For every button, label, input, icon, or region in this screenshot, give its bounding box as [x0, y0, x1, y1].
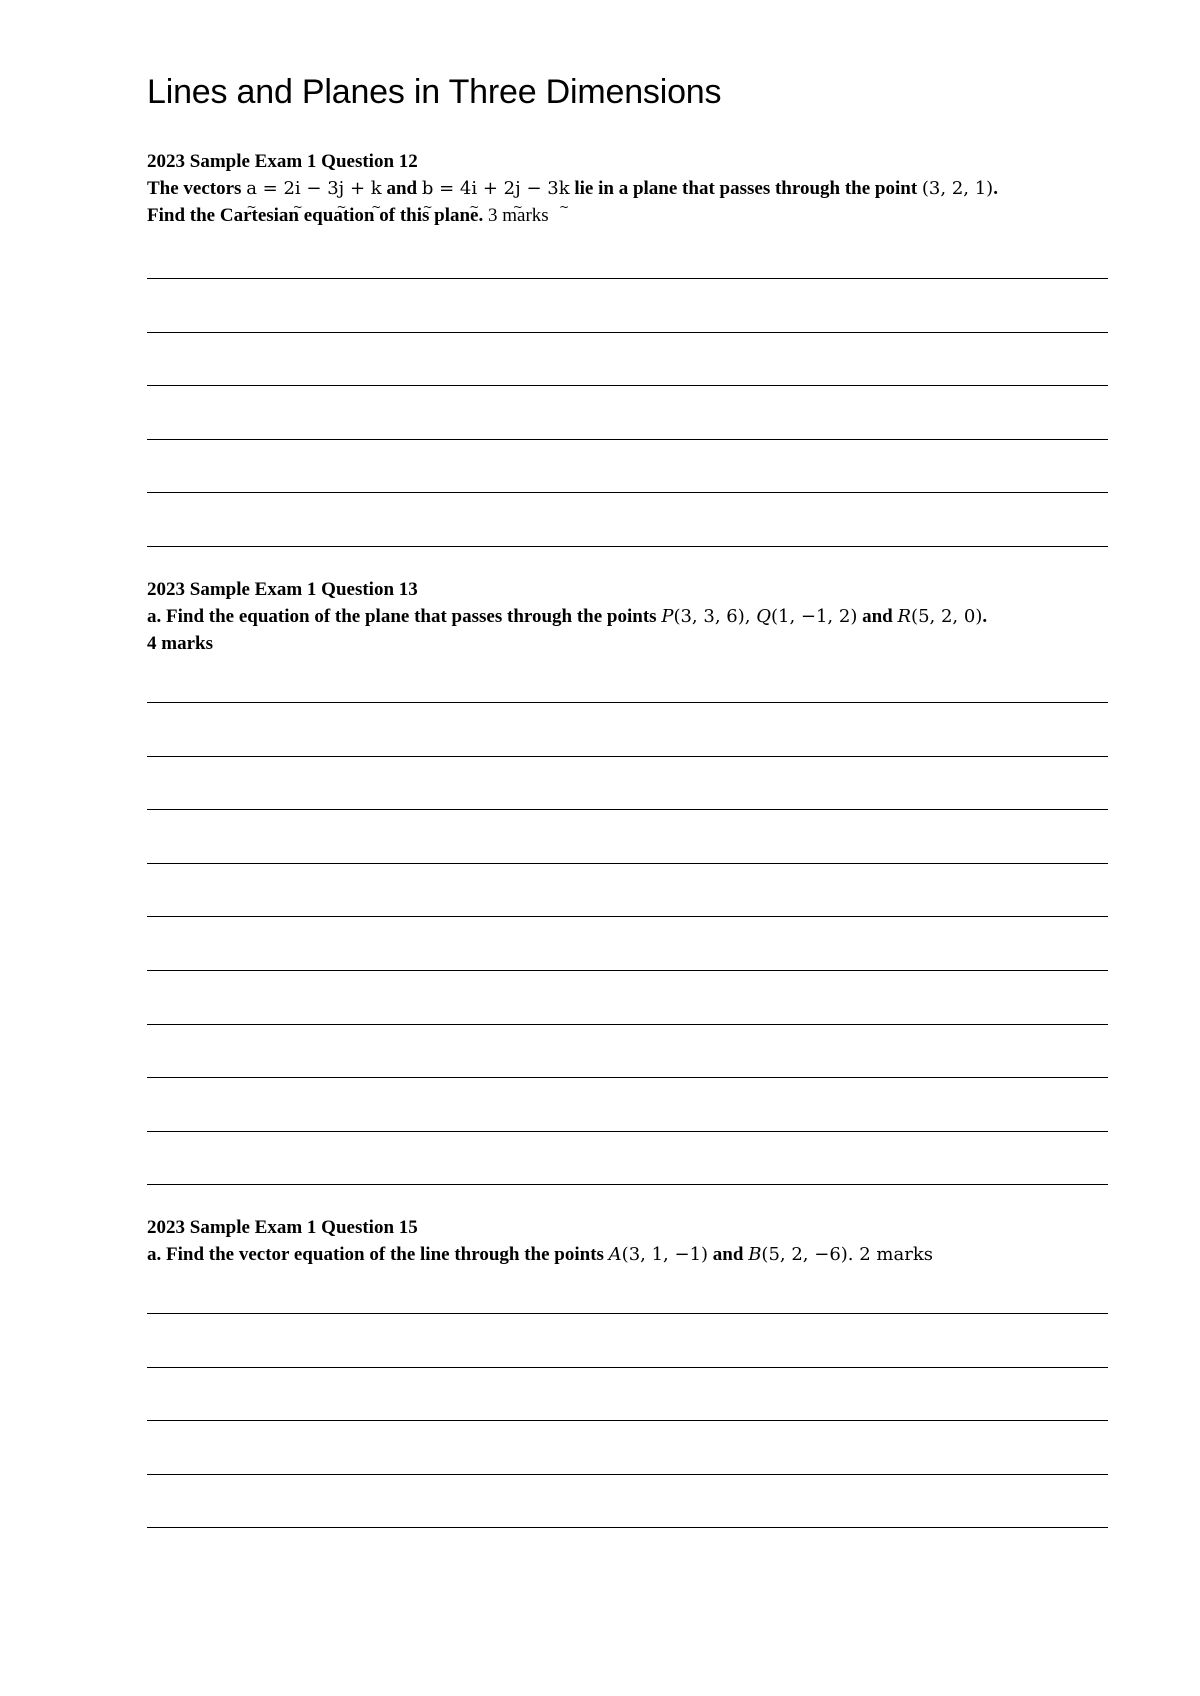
point-name: A	[608, 1244, 622, 1265]
answer-line	[147, 702, 1108, 703]
answer-line	[147, 1077, 1108, 1078]
answer-line	[147, 1420, 1108, 1421]
point-name: B	[748, 1244, 762, 1265]
math-segment: ,	[744, 606, 757, 627]
unit-vector-j: j ~	[339, 175, 345, 202]
text-segment: The vectors	[147, 178, 247, 199]
point-name: P	[661, 606, 674, 627]
marks-label: 3 marks	[483, 205, 549, 226]
answer-line	[147, 332, 1108, 333]
question-heading: 2023 Sample Exam 1 Question 15	[147, 1217, 418, 1238]
point-coordinates: (5, 2, −6)	[761, 1244, 848, 1265]
math-expression	[609, 1244, 708, 1265]
text-segment: and	[381, 178, 422, 199]
point-name: R	[897, 606, 912, 627]
answer-line	[147, 546, 1108, 547]
page-title: Lines and Planes in Three Dimensions	[147, 73, 722, 111]
question-13	[147, 576, 1107, 657]
point-coordinates: (1, −1, 2)	[770, 606, 858, 627]
vector-b: b ~	[422, 175, 434, 202]
math-expression	[422, 178, 570, 199]
text-segment: lie in a plane that passes through the point	[569, 178, 922, 199]
point-coordinates: (3, 3, 6)	[673, 606, 745, 627]
answer-line	[147, 1367, 1108, 1368]
answer-line	[147, 1131, 1108, 1132]
point-name: Q	[756, 606, 771, 627]
answer-line	[147, 278, 1108, 279]
unit-vector-i: i ~	[471, 175, 477, 202]
unit-vector-k: k ~	[559, 175, 570, 202]
math-segment: = 2	[256, 178, 295, 199]
point-coordinates: (3, 1, −1)	[621, 1244, 709, 1265]
point-coordinates: (3, 2, 1)	[921, 178, 994, 199]
question-text	[147, 175, 1107, 202]
answer-line	[147, 1527, 1108, 1528]
answer-line	[147, 916, 1108, 917]
marks-label: 2 marks	[853, 1244, 933, 1265]
math-segment: +	[344, 178, 371, 199]
unit-vector-i: i ~	[295, 175, 301, 202]
math-expression	[897, 606, 982, 627]
text-segment: .	[982, 606, 988, 627]
math-segment: + 2	[477, 178, 516, 199]
math-expression	[748, 1244, 933, 1265]
math-segment: = 4	[433, 178, 472, 199]
answer-line	[147, 970, 1108, 971]
text-segment: and	[708, 1244, 749, 1265]
answer-line	[147, 756, 1108, 757]
question-heading: 2023 Sample Exam 1 Question 12	[147, 151, 418, 172]
math-expression	[661, 606, 857, 627]
math-segment: .	[847, 1244, 854, 1265]
text-segment: and	[857, 606, 898, 627]
answer-line	[147, 1474, 1108, 1475]
answer-line	[147, 1184, 1108, 1185]
answer-line	[147, 385, 1108, 386]
vector-a: a ~	[246, 175, 257, 202]
question-15	[147, 1214, 1107, 1268]
question-text	[147, 202, 1107, 229]
question-text	[147, 603, 1107, 630]
answer-line	[147, 1024, 1108, 1025]
unit-vector-k: k ~	[371, 175, 382, 202]
question-text	[147, 630, 1107, 657]
marks-label: 4 marks	[147, 633, 213, 654]
text-segment: a. Find the equation of the plane that passes through the points	[147, 606, 662, 627]
math-segment: − 3	[520, 178, 559, 199]
answer-line	[147, 863, 1108, 864]
answer-line	[147, 492, 1108, 493]
text-segment: .	[993, 178, 998, 199]
unit-vector-j: j ~	[515, 175, 521, 202]
text-segment: a. Find the vector equation of the line through the points	[147, 1244, 609, 1265]
question-heading: 2023 Sample Exam 1 Question 13	[147, 579, 418, 600]
math-expression	[246, 178, 382, 199]
question-12	[147, 148, 1107, 229]
point-coordinates: (5, 2, 0)	[911, 606, 983, 627]
answer-line	[147, 1313, 1108, 1314]
answer-line	[147, 809, 1108, 810]
question-text	[147, 1241, 1107, 1268]
math-segment: − 3	[300, 178, 339, 199]
text-segment: Find the Cartesian equation of this plane.	[147, 205, 484, 226]
answer-line	[147, 439, 1108, 440]
